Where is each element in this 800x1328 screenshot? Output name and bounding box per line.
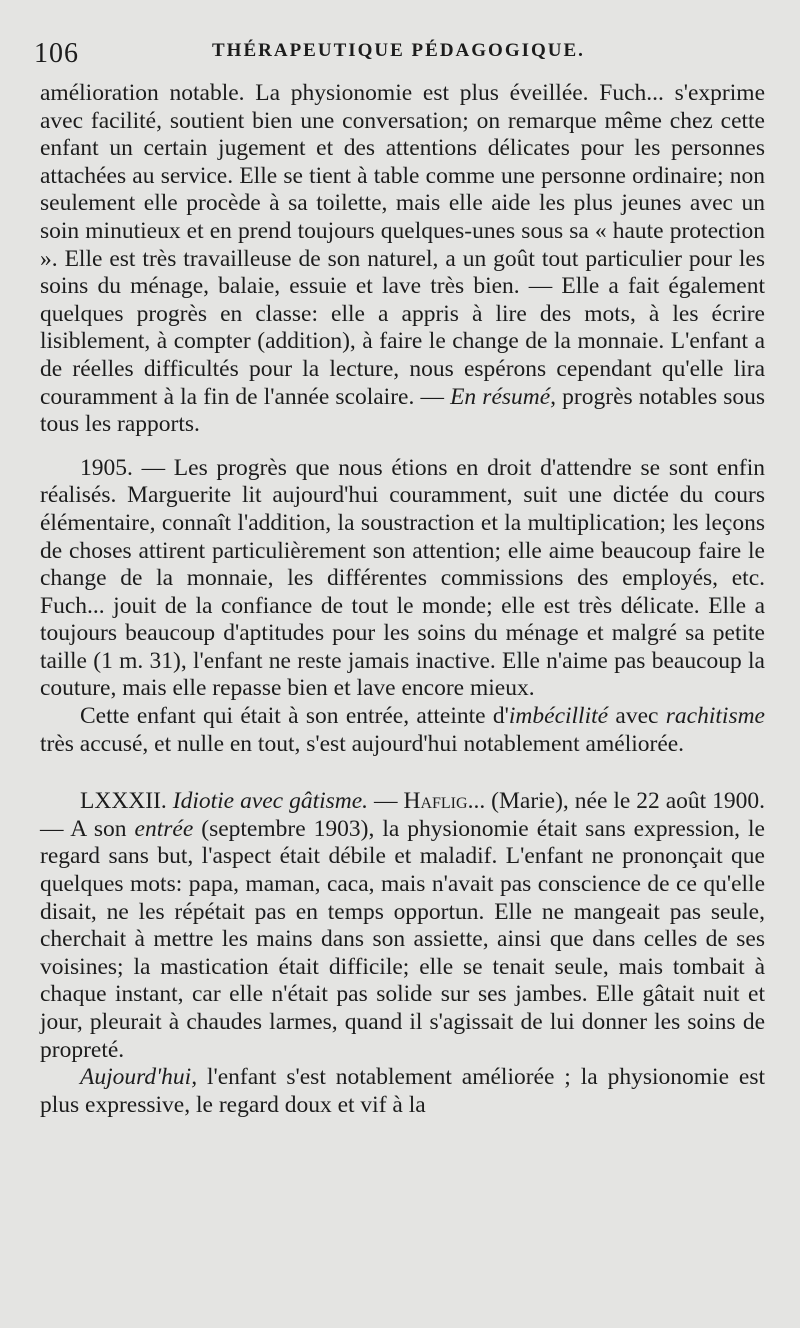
paragraph-1-text: amélioration notable. La physionomie est plus éveillée. Fuch... s'exprime avec facilité, soutient bien une conversation; on remarque même chez cette enfant un certain jugement et des attentions délicates pour les personnes attachées au service. Elle se tient à table comme une personne ordinaire; non seulement elle procède à sa toilette, mais elle aide les plus jeunes avec un soin minutieux et en prend toujours quelques-unes sous sa « haute protection ». Elle est très travailleuse de son naturel, a un goût tout particulier pour les soins du ménage, balaie, essuie et lave très bien. — Elle a fait également quelques progrès en classe: elle a appris à lire des mots, à les écrire lisiblement, à compter (addition), à faire le change de la monnaie. L'enfant a de réelles difficultés pour la lecture, nous espérons cependant qu'elle lira couramment à la fin de l'année scolaire. — — [40, 80, 765, 410]
paragraph-1 — [40, 80, 765, 439]
case-part-b: (septembre 1903), la physionomie était sans expression, le regard sans but, l'aspect était débile et maladif. L'enfant ne prononçait que quelques mots: papa, maman, caca, mais n'avait pas conscience de ce qu'elle disait, ne les répétait pas en temps opportun. Elle ne mangeait pas seule, cherchait à mettre les mains dans son assiette, ainsi que dans celles de ses voisines; la mastication était difficile; elle se tenait seule, mais tombait à chaque instant, car elle n'était pas solide sur ses jambes. Elle gâtait nuit et jour, pleurait à chaudes larmes, quand il s'agissait de lui donner les soins de propreté. — [40, 815, 765, 1063]
paragraph-1905-text: 1905. — Les progrès que nous étions en droit d'attendre se sont enfin réalisés. Marguerite lit aujourd'hui couramment, suit une dictée du cours élémentaire, connaît l'addition, la soustraction et la multiplication; les leçons de choses attirent particulièrement son attention; elle aime beaucoup faire le change de la monnaie, les différentes commissions des employés, etc. Fuch... jouit de la confiance de tout le monde; elle est très délicate. Elle a toujours beaucoup d'aptitudes pour les soins du ménage et malgré sa petite taille (1 m. 31), l'enfant ne reste jamais inactive. Elle n'aime pas beaucoup la couture, mais elle repasse bien et lave encore mieux. — [40, 454, 765, 702]
patient-name: Haflig... — [403, 788, 486, 815]
case-number: LXXXII. — [80, 788, 167, 815]
rachitisme-italic: rachitisme — [665, 703, 765, 730]
aujourdhui-italic: Aujourd'hui, — [80, 1064, 198, 1091]
summary-part-a: Cette enfant qui était à son entrée, atteinte d' — [80, 703, 509, 730]
case-title: Idiotie avec gâtisme. — [172, 788, 369, 815]
case-part-a: (Marie), née le 22 août 1900. — A son — [40, 788, 766, 842]
case-lxxxii-paragraph — [40, 788, 765, 1064]
body-text — [40, 80, 765, 1119]
page-header — [34, 38, 774, 68]
imbecillite-italic: imbécillité — [508, 703, 609, 730]
summary-part-c: très accusé, et nulle en tout, s'est aujourd'hui notablement améliorée. — [40, 730, 685, 757]
summary-part-b: avec — [608, 703, 666, 730]
page-number: 106 — [34, 38, 79, 69]
paragraph-summary — [40, 703, 765, 758]
aujourdhui-text: l'enfant s'est notablement améliorée ; la physionomie est plus expressive, le regard doux et vif à la — [40, 1064, 765, 1118]
case-dash: — — [368, 788, 404, 815]
paragraph-1905 — [40, 455, 765, 703]
en-resume-italic: En résumé, — [450, 383, 557, 410]
running-title: THÉRAPEUTIQUE PÉDAGOGIQUE. — [212, 40, 585, 61]
aujourdhui-paragraph — [40, 1064, 765, 1119]
paragraph-1-tail: progrès notables sous tous les rapports. — [40, 383, 765, 438]
entree-italic: entrée — [134, 815, 194, 842]
